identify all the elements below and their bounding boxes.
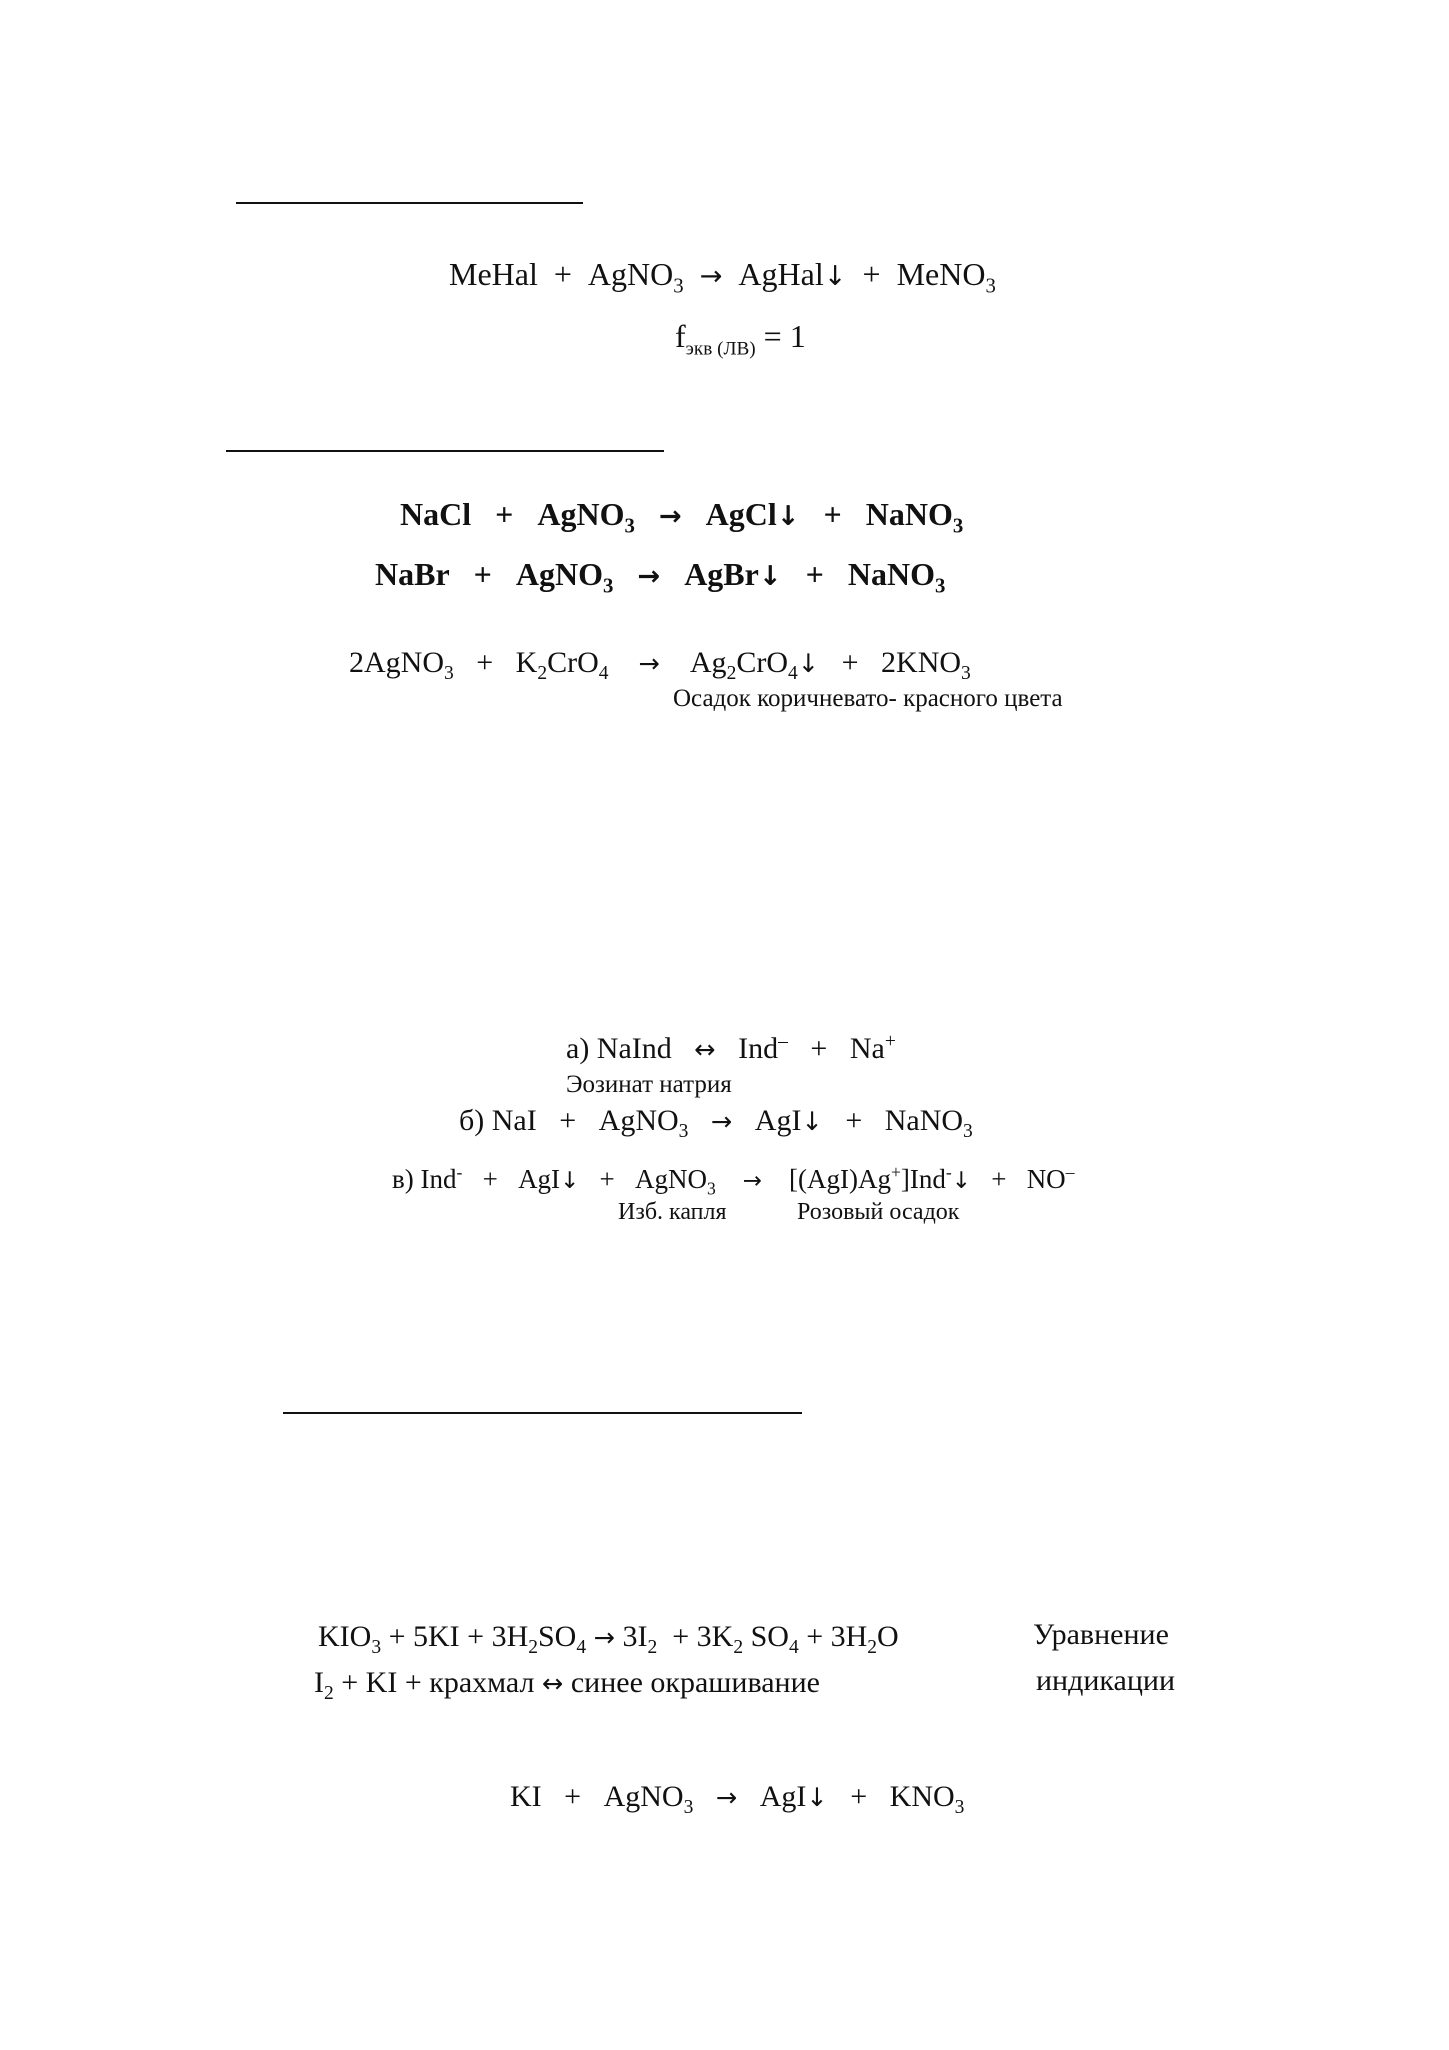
plus-sign: + (482, 1164, 498, 1194)
reactant-kio3: KIO (318, 1620, 372, 1653)
equation-ki-agno3 (510, 1780, 965, 1818)
caption-pink-precipitate: Розовый осадок (797, 1199, 960, 1225)
plus-sign: + (495, 496, 514, 532)
subscript: 2 (324, 1683, 334, 1704)
subscript: 3 (954, 1797, 965, 1818)
reactant-starch: крахмал (429, 1666, 535, 1699)
reaction-arrow-icon: → (637, 561, 661, 592)
plus-sign: + (841, 646, 859, 679)
product-kno3: 2KNO (881, 646, 962, 679)
equation-general-argentometry (449, 256, 996, 298)
factor-value: = 1 (763, 318, 806, 354)
reactant-silver-nitrate: 2AgNO (349, 646, 444, 679)
equation-starch-indication (314, 1666, 820, 1704)
reactant-silver-nitrate: AgNO (603, 1780, 684, 1813)
product-water: 3H (830, 1620, 868, 1653)
reactant-potassium-chromate: K (515, 646, 538, 679)
plus-sign: + (862, 256, 881, 292)
equation-a-dissociation (566, 1031, 896, 1065)
plus-sign: + (599, 1164, 615, 1194)
eq-b-reactant: б) NaI (459, 1104, 537, 1137)
subscript: 4 (787, 663, 798, 684)
reaction-arrow-icon: → (593, 1623, 615, 1653)
product-k2so4: 3K (696, 1620, 734, 1653)
subscript: 2 (537, 663, 548, 684)
subscript: 2 (528, 1637, 538, 1658)
sodium-cation: Na (849, 1032, 885, 1065)
indicator-anion: Ind (738, 1032, 779, 1065)
reaction-arrow-icon: → (638, 649, 660, 679)
plus-sign: + (564, 1780, 582, 1813)
product-silver-chromate-part: CrO (736, 646, 788, 679)
equation-nacl (400, 496, 964, 538)
subscript: 2 (733, 1637, 744, 1658)
plus-sign: + (806, 1620, 824, 1653)
reactant-potassium-chromate-part: CrO (547, 646, 599, 679)
reaction-arrow-icon: → (742, 1168, 763, 1194)
reactant-silver-nitrate: AgNO (537, 496, 625, 532)
plus-sign: + (805, 556, 824, 592)
reactant-h2so4: 3H (491, 1620, 529, 1653)
reactant-iodine: I (314, 1666, 324, 1699)
subscript: 2 (726, 663, 737, 684)
subscript: 3 (707, 1178, 716, 1199)
product-silver-chromate: Ag (689, 646, 727, 679)
subscript: 3 (673, 274, 684, 298)
subscript: 4 (788, 1637, 799, 1658)
reactant-silver-nitrate: AgNO (587, 256, 674, 292)
factor-subscript: экв (ЛВ) (685, 338, 756, 360)
product-iodine: 3I (622, 1620, 648, 1653)
reactant-mehal: MeHal (449, 256, 538, 292)
product-nano3: NaNO (865, 496, 953, 532)
caption-excess-drop: Изб. капля (618, 1199, 727, 1225)
subscript: 3 (624, 514, 635, 538)
reactant-ki: KI (365, 1666, 398, 1699)
reactant-nacl: NaCl (400, 496, 472, 532)
product-aghal: AgHal (738, 256, 824, 292)
reaction-arrow-icon: → (658, 501, 682, 532)
superscript: – (1065, 1162, 1075, 1182)
reactant-ki: 5KI (413, 1620, 460, 1653)
plus-sign: + (810, 1032, 828, 1065)
eq-v-reactant: в) Ind (392, 1164, 457, 1194)
blue-coloration: синее окрашивание (570, 1666, 820, 1699)
product-water-part: O (877, 1620, 899, 1653)
product-complex: [(AgI)Ag (789, 1164, 891, 1194)
caption-sodium-eosinate: Эозинат натрия (566, 1071, 732, 1098)
equilibrium-arrow-icon: ↔ (694, 1035, 716, 1065)
subscript: 3 (603, 574, 614, 598)
product-kno3: KNO (889, 1780, 955, 1813)
precipitate-arrow-icon: ↓ (823, 261, 847, 292)
product-agcl: AgCl (705, 496, 777, 532)
plus-sign: + (341, 1666, 359, 1699)
subscript: 3 (963, 1121, 973, 1142)
reaction-arrow-icon: → (715, 1783, 738, 1813)
reactant-silver-nitrate: AgNO (515, 556, 603, 592)
precipitate-arrow-icon: ↓ (801, 1107, 823, 1137)
subscript: 3 (444, 663, 454, 684)
product-nitrate: NO (1026, 1164, 1066, 1194)
reactant-silver-nitrate: AgNO (635, 1164, 708, 1194)
precipitate-arrow-icon: ↓ (560, 1168, 580, 1194)
product-nano3: NaNO (884, 1104, 964, 1137)
superscript: + (891, 1162, 901, 1182)
product-agi: AgI (759, 1780, 807, 1813)
subscript: 3 (952, 514, 964, 538)
factor-symbol: f (675, 318, 686, 354)
subscript: 3 (371, 1637, 382, 1658)
reaction-arrow-icon: → (699, 261, 723, 292)
plus-sign: + (388, 1620, 406, 1653)
subscript: 3 (678, 1121, 689, 1142)
subscript: 3 (683, 1797, 694, 1818)
product-k2so4-part: SO (743, 1620, 789, 1653)
precipitate-arrow-icon: ↓ (951, 1168, 971, 1194)
equation-nabr (375, 556, 946, 598)
reactant-agi: AgI (518, 1164, 561, 1194)
plus-sign: + (823, 496, 842, 532)
equation-chromate (349, 646, 971, 684)
equivalence-factor (675, 318, 806, 360)
plus-sign: + (467, 1620, 485, 1653)
superscript: - (456, 1162, 463, 1182)
reaction-arrow-icon: → (710, 1107, 733, 1137)
product-agbr: AgBr (684, 556, 759, 592)
plus-sign: + (553, 256, 572, 292)
precipitate-arrow-icon: ↓ (758, 561, 782, 592)
product-complex-part: ]Ind (900, 1164, 946, 1194)
subscript: 3 (934, 574, 946, 598)
side-label-equation: Уравнение (1033, 1618, 1169, 1651)
subscript: 4 (598, 663, 609, 684)
reactant-h2so4-part: SO (538, 1620, 577, 1653)
subscript: 2 (867, 1637, 878, 1658)
equation-kio3 (318, 1620, 899, 1658)
reactant-ki: KI (510, 1780, 542, 1813)
plus-sign: + (845, 1104, 863, 1137)
equation-v-complex (392, 1162, 1075, 1199)
subscript: 3 (961, 663, 971, 684)
heading-rule-1 (236, 202, 583, 204)
eq-a-reactant: а) NaInd (566, 1032, 672, 1065)
superscript: + (884, 1031, 896, 1052)
equation-b-nai (459, 1104, 973, 1142)
equilibrium-arrow-icon: ↔ (541, 1669, 564, 1699)
subscript: 2 (647, 1637, 658, 1658)
heading-rule-3 (283, 1412, 802, 1414)
plus-sign: + (404, 1666, 422, 1699)
plus-sign: + (476, 646, 494, 679)
product-meno3: MeNO (896, 256, 986, 292)
side-label-indication: индикации (1036, 1664, 1176, 1697)
plus-sign: + (672, 1620, 690, 1653)
heading-rule-2 (226, 450, 664, 452)
plus-sign: + (850, 1780, 868, 1813)
superscript: - (945, 1162, 952, 1182)
plus-sign: + (473, 556, 492, 592)
reactant-silver-nitrate: AgNO (598, 1104, 679, 1137)
precipitate-arrow-icon: ↓ (797, 649, 820, 679)
reactant-nabr: NaBr (375, 556, 450, 592)
product-agi: AgI (754, 1104, 802, 1137)
plus-sign: + (559, 1104, 577, 1137)
precipitate-arrow-icon: ↓ (806, 1783, 828, 1813)
precipitate-arrow-icon: ↓ (776, 501, 800, 532)
subscript: 3 (985, 274, 996, 298)
product-nano3: NaNO (847, 556, 935, 592)
caption-brown-red-precipitate: Осадок коричневато- красного цвета (673, 685, 1063, 712)
superscript: – (778, 1031, 788, 1052)
plus-sign: + (991, 1164, 1007, 1194)
subscript: 4 (576, 1637, 587, 1658)
